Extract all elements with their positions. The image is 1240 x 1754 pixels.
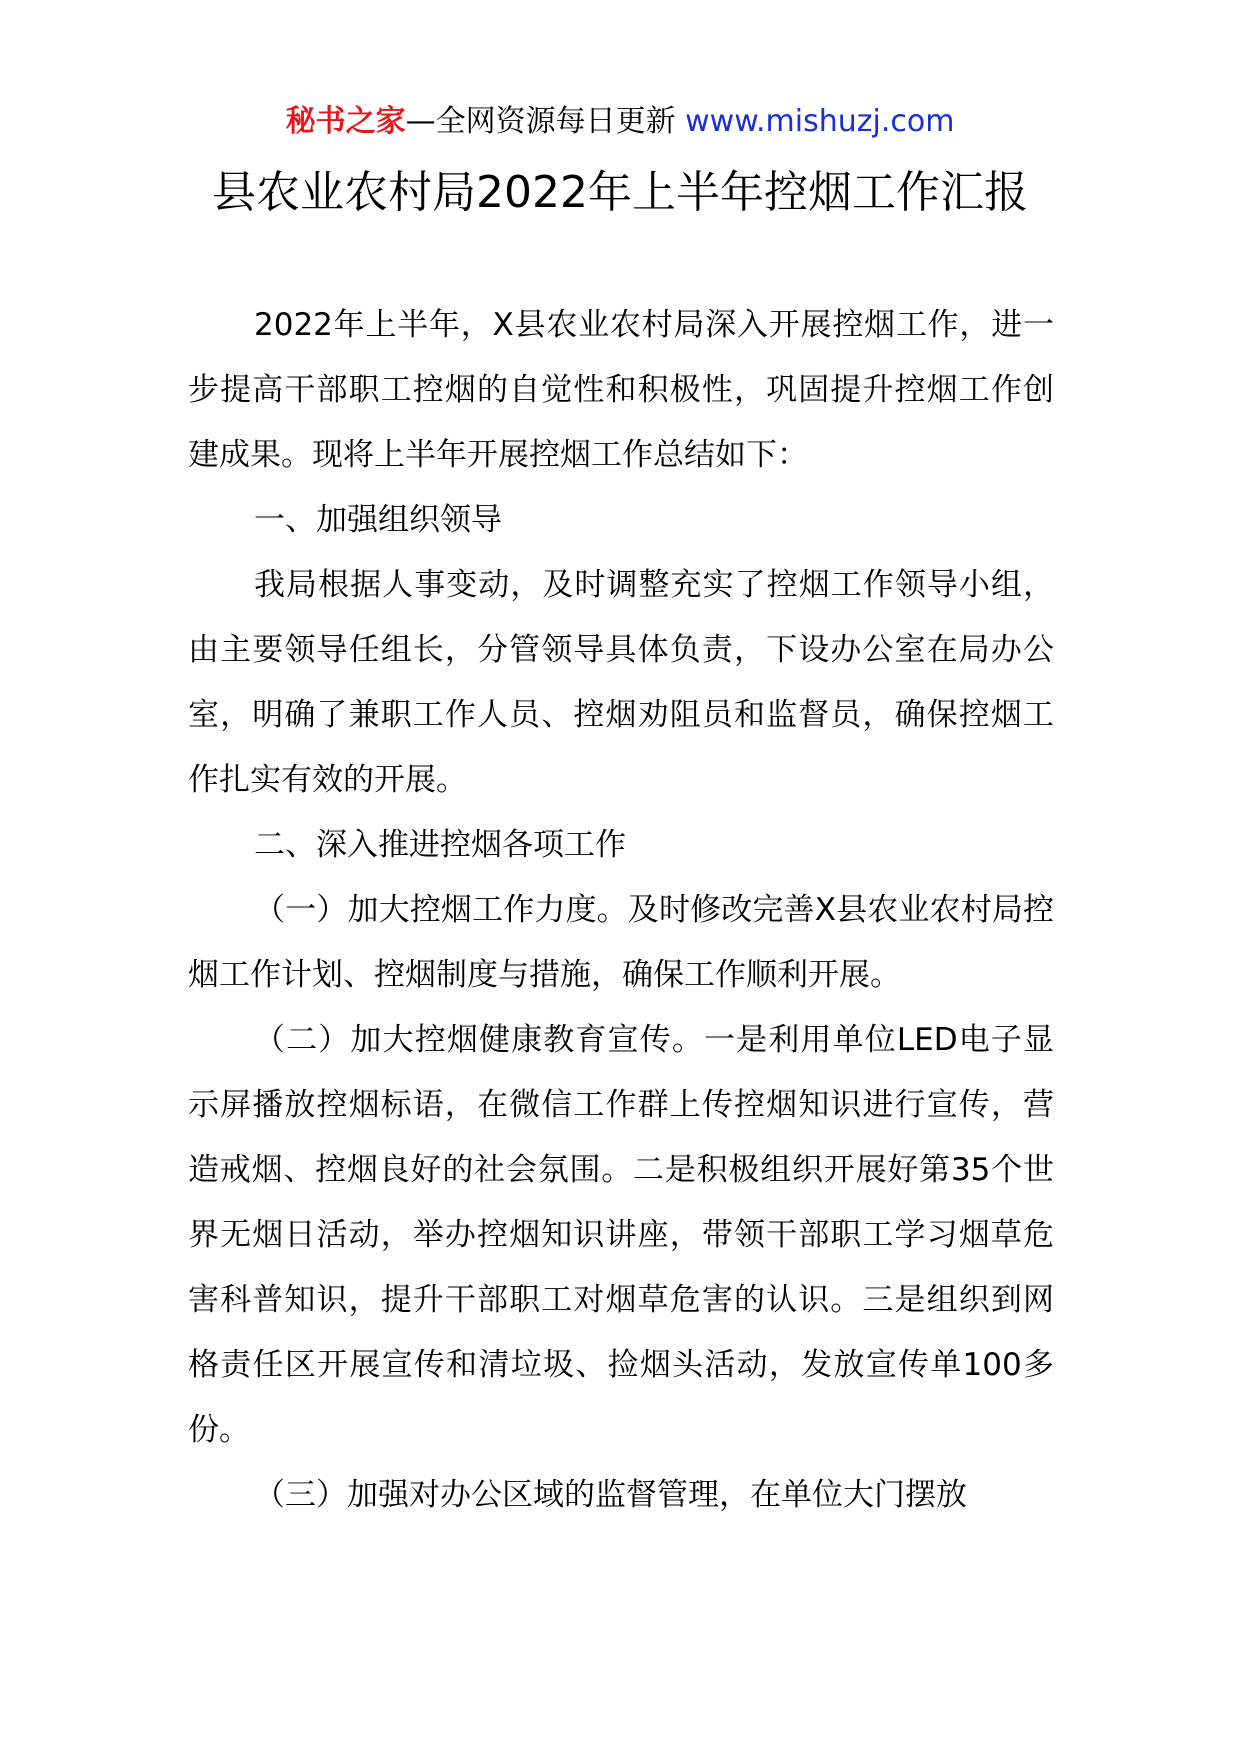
site-url-link[interactable]: www.mishuzj.com <box>685 104 955 139</box>
document-body <box>188 293 1054 1528</box>
slogan-text: —全网资源每日更新 <box>405 104 676 139</box>
section-1-paragraph: 我局根据人事变动，及时调整充实了控烟工作领导小组，由主要领导任组长，分管领导具体负责，下设办公室在局办公室，明确了兼职工作人员、控烟劝阻员和监督员，确保控烟工作扎实有效的开展。 <box>188 567 1054 798</box>
subsection-1-paragraph: （一）加大控烟工作力度。及时修改完善X县农业农村局控烟工作计划、控烟制度与措施，确保工作顺利开展。 <box>188 892 1054 993</box>
section-heading-1: 一、加强组织领导 <box>254 502 502 538</box>
brand-name: 秘书之家 <box>285 104 406 139</box>
document-title: 县农业农村局2022年上半年控烟工作汇报 <box>212 167 1028 218</box>
section-heading-2: 二、深入推进控烟各项工作 <box>254 827 626 863</box>
subsection-3-paragraph: （三）加强对办公区域的监督管理，在单位大门摆放 <box>254 1477 967 1513</box>
subsection-2-paragraph: （二）加大控烟健康教育宣传。一是利用单位LED电子显示屏播放控烟标语，在微信工作群上传控烟知识进行宣传，营造戒烟、控烟良好的社会氛围。二是积极组织开展好第35个世界无烟日活动，举办控烟知识讲座，带领干部职工学习烟草危害科普知识，提升干部职工对烟草危害的认识。三是组织到网格责任区开展宣传和清垃圾、捡烟头活动，发放宣传单100多份。 <box>188 1022 1054 1448</box>
site-header <box>0 100 1240 144</box>
intro-paragraph: 2022年上半年，X县农业农村局深入开展控烟工作，进一步提高干部职工控烟的自觉性和积极性，巩固提升控烟工作创建成果。现将上半年开展控烟工作总结如下： <box>188 307 1054 473</box>
